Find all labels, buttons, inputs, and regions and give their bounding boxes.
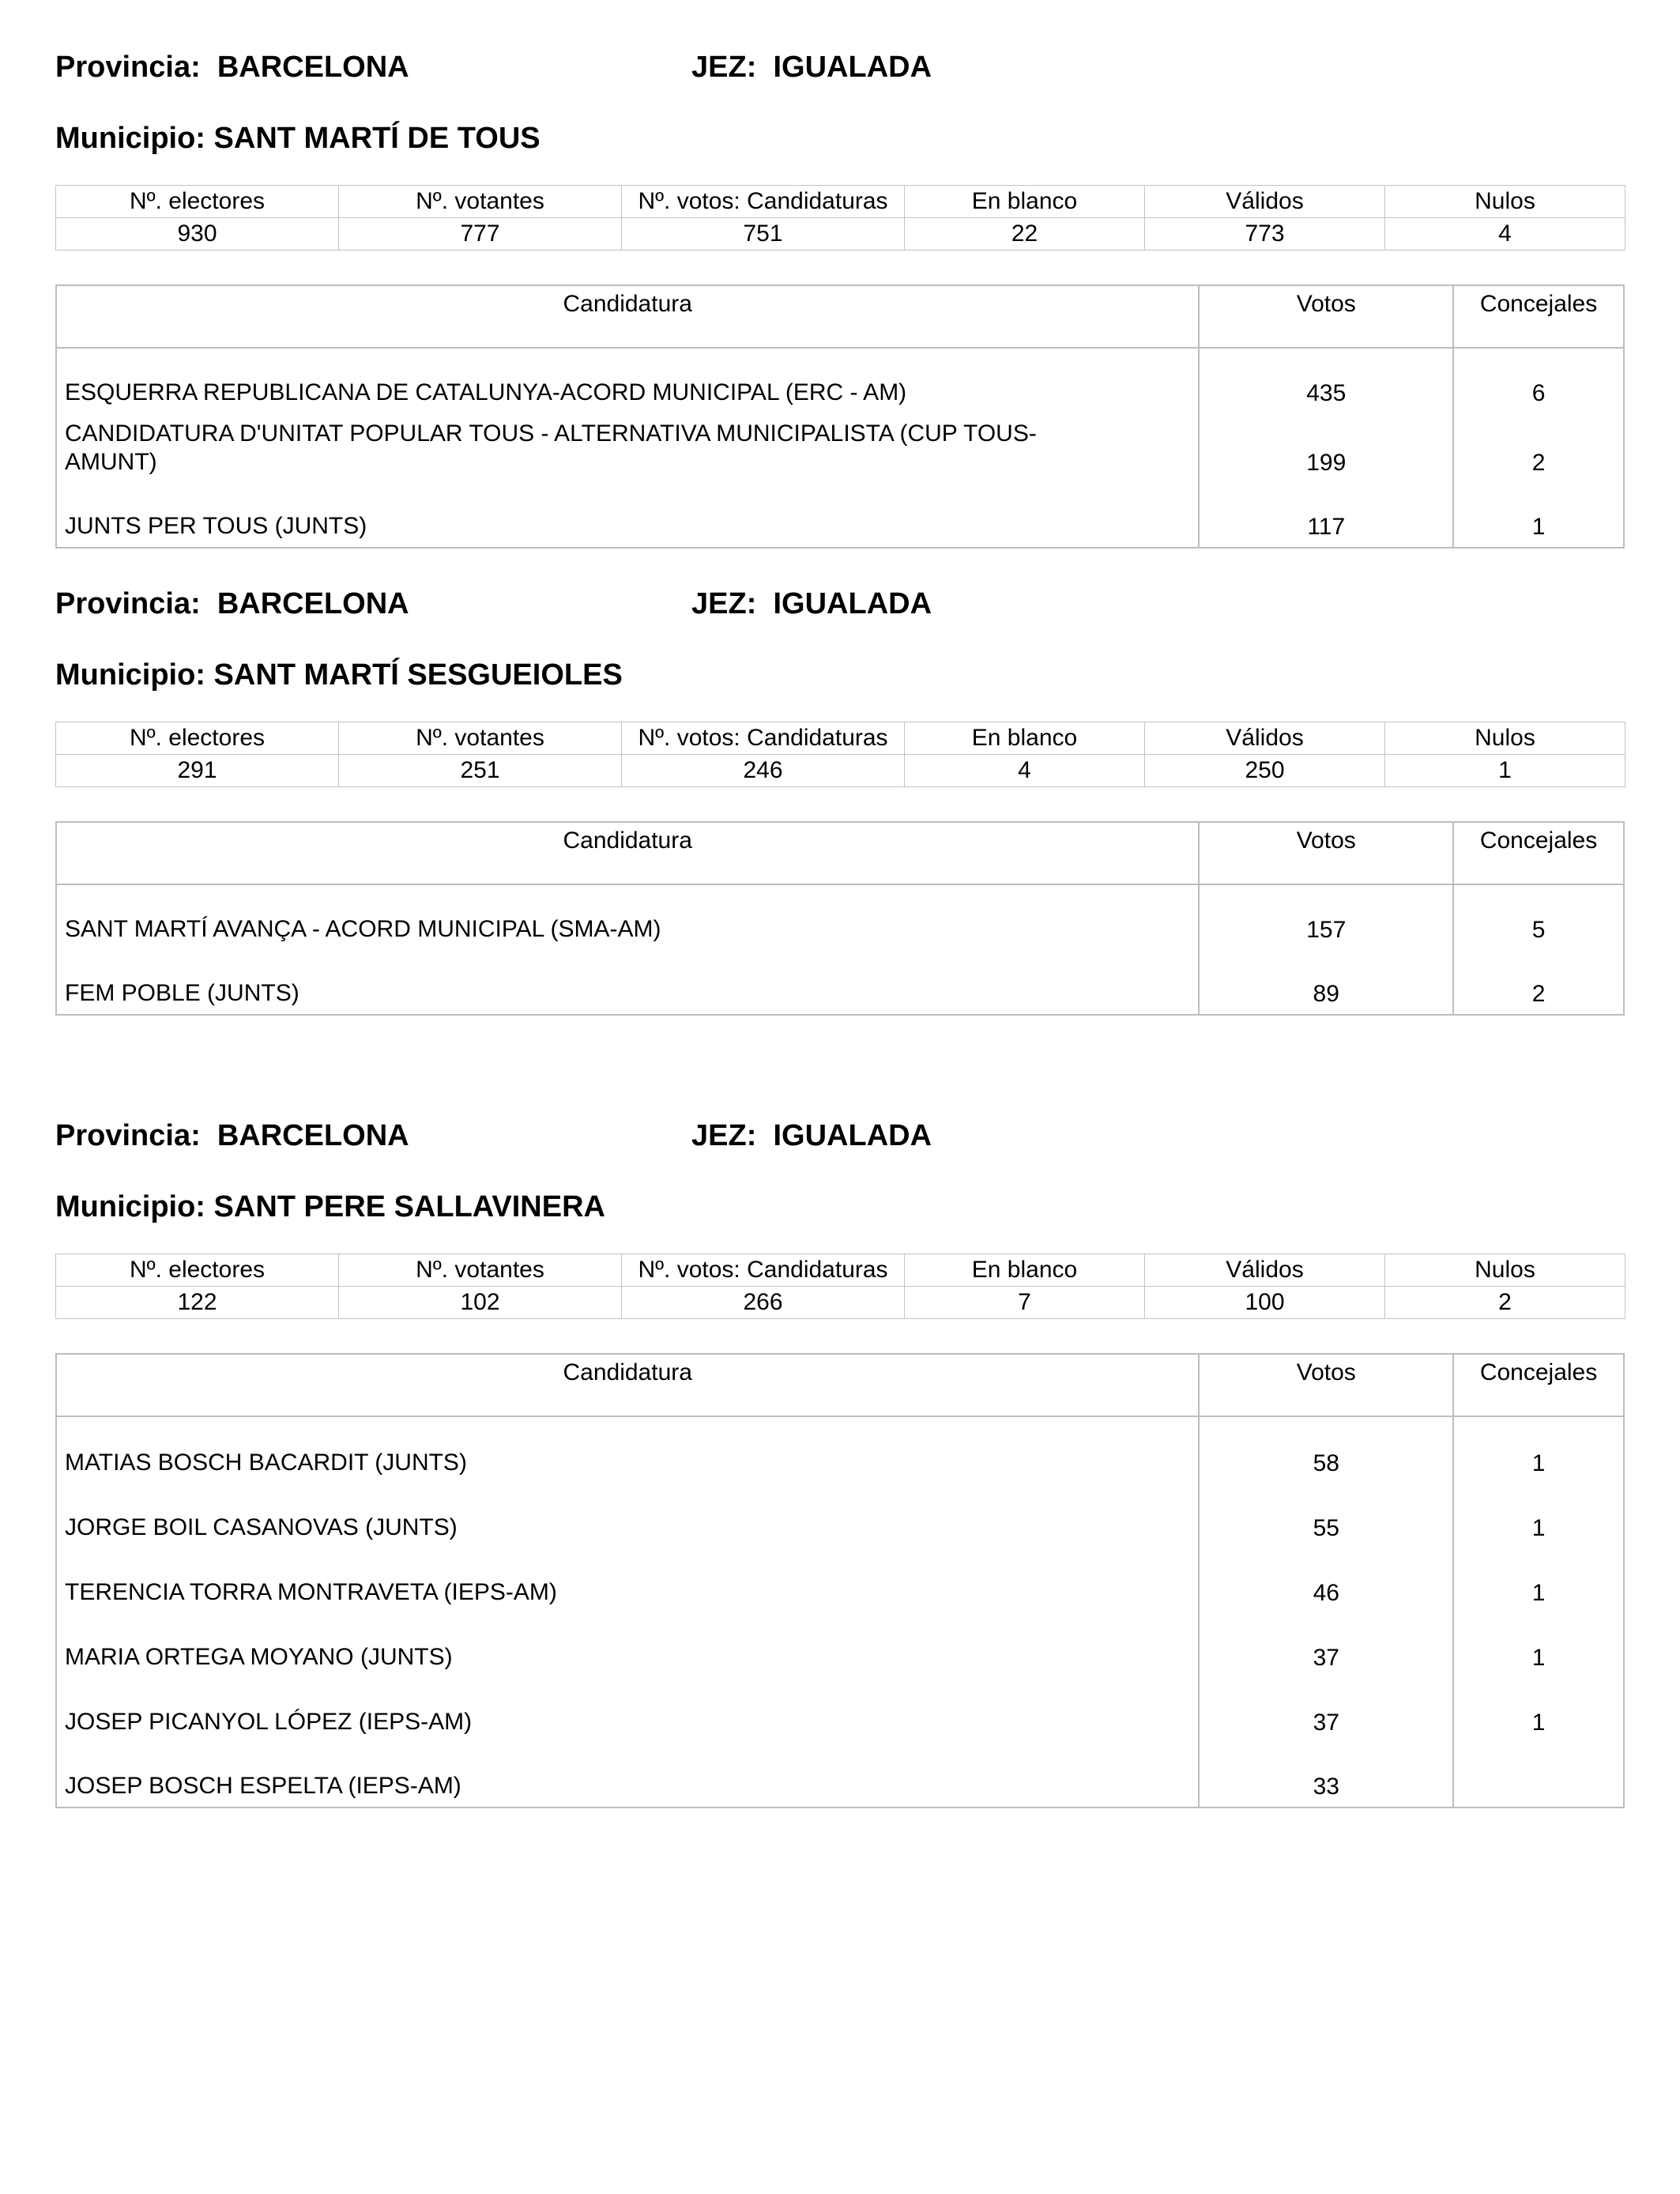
- cand-votos: 199: [1199, 413, 1453, 483]
- jez-heading: JEZ: IGUALADA: [691, 1119, 932, 1152]
- stats-header: Nulos: [1385, 722, 1625, 755]
- stats-header-row: [56, 1254, 1625, 1287]
- table-row: [56, 483, 1624, 548]
- stats-value-row: [56, 218, 1625, 251]
- table-row: [56, 901, 1624, 950]
- stats-value: 100: [1145, 1287, 1385, 1319]
- stats-value: 751: [622, 218, 905, 251]
- stats-header: Nº. votantes: [339, 1254, 622, 1287]
- cand-header: Candidatura: [56, 822, 1199, 884]
- cand-votos: 89: [1199, 950, 1453, 1015]
- municipio-heading: Municipio: SANT MARTÍ DE TOUS: [55, 122, 541, 155]
- cand-concejales: 2: [1453, 950, 1624, 1015]
- candidaturas-table: [55, 821, 1625, 1016]
- cand-header: Candidatura: [56, 1354, 1199, 1416]
- stats-value: 246: [622, 755, 905, 787]
- stats-value: 773: [1145, 218, 1385, 251]
- cand-concejales: 1: [1453, 1678, 1624, 1743]
- stats-value: 2: [1385, 1287, 1625, 1319]
- cand-concejales: 1: [1453, 1433, 1624, 1483]
- cand-name: TERENCIA TORRA MONTRAVETA (IEPS-AM): [65, 1579, 557, 1605]
- jez-heading: JEZ: IGUALADA: [691, 51, 932, 84]
- cand-votos: 37: [1199, 1678, 1453, 1743]
- cand-name: JOSEP PICANYOL LÓPEZ (IEPS-AM): [65, 1709, 473, 1735]
- stats-value-row: [56, 1287, 1625, 1319]
- cand-concejales: 1: [1453, 1483, 1624, 1548]
- table-row: [56, 1678, 1624, 1743]
- table-row: [56, 1743, 1624, 1808]
- stats-header: Nº. electores: [56, 186, 339, 218]
- municipio-heading: Municipio: SANT MARTÍ SESGUEIOLES: [55, 658, 623, 692]
- cand-votos: 435: [1199, 364, 1453, 413]
- municipio-heading: Municipio: SANT PERE SALLAVINERA: [55, 1190, 605, 1223]
- stats-header: Nº. electores: [56, 1254, 339, 1287]
- cand-header: Concejales: [1453, 822, 1624, 884]
- stats-value: 7: [905, 1287, 1145, 1319]
- stats-header: En blanco: [905, 722, 1145, 755]
- table-row: [56, 1613, 1624, 1678]
- stats-value-row: [56, 755, 1625, 787]
- cand-name: CANDIDATURA D'UNITAT POPULAR TOUS - ALTERNATIVA MUNICIPALISTA (CUP TOUS-AMUNT): [65, 420, 1037, 475]
- stats-header: Nº. votos: Candidaturas: [622, 1254, 905, 1287]
- cand-concejales: 1: [1453, 1613, 1624, 1678]
- cand-header: Votos: [1199, 822, 1453, 884]
- candidaturas-table: [55, 1353, 1625, 1808]
- provincia-heading: Provincia: BARCELONA: [55, 587, 409, 620]
- stats-header: Nulos: [1385, 186, 1625, 218]
- stats-header: En blanco: [905, 186, 1145, 218]
- cand-votos: 117: [1199, 483, 1453, 548]
- stats-header: Nulos: [1385, 1254, 1625, 1287]
- jez-heading: JEZ: IGUALADA: [691, 587, 932, 620]
- cand-header: Concejales: [1453, 1354, 1624, 1416]
- stats-value: 251: [339, 755, 622, 787]
- table-row: [56, 1548, 1624, 1613]
- stats-value: 102: [339, 1287, 622, 1319]
- stats-value: 291: [56, 755, 339, 787]
- stats-header: Válidos: [1145, 186, 1385, 218]
- stats-header: Nº. votantes: [339, 186, 622, 218]
- cand-votos: 46: [1199, 1548, 1453, 1613]
- stats-value: 930: [56, 218, 339, 251]
- cand-name: MARIA ORTEGA MOYANO (JUNTS): [65, 1644, 453, 1670]
- cand-header: Candidatura: [56, 285, 1199, 348]
- cand-header-row: [56, 822, 1624, 884]
- stats-header: Nº. electores: [56, 722, 339, 755]
- cand-header: Votos: [1199, 285, 1453, 348]
- stats-header: Nº. votantes: [339, 722, 622, 755]
- cand-header: Votos: [1199, 1354, 1453, 1416]
- cand-concejales: 1: [1453, 1548, 1624, 1613]
- table-row: [56, 413, 1624, 483]
- cand-header: Concejales: [1453, 285, 1624, 348]
- cand-name: FEM POBLE (JUNTS): [65, 980, 299, 1006]
- stats-table: [55, 722, 1625, 787]
- cand-votos: 157: [1199, 901, 1453, 950]
- candidaturas-table: [55, 285, 1625, 548]
- cand-concejales: 5: [1453, 901, 1624, 950]
- stats-header-row: [56, 722, 1625, 755]
- cand-header-row: [56, 285, 1624, 348]
- stats-table: [55, 1253, 1625, 1319]
- cand-votos: 55: [1199, 1483, 1453, 1548]
- cand-name: JORGE BOIL CASANOVAS (JUNTS): [65, 1514, 458, 1540]
- cand-concejales: 6: [1453, 364, 1624, 413]
- stats-value: 250: [1145, 755, 1385, 787]
- cand-votos: 33: [1199, 1743, 1453, 1808]
- cand-name: MATIAS BOSCH BACARDIT (JUNTS): [65, 1449, 467, 1476]
- table-row: [56, 1483, 1624, 1548]
- cand-name: JOSEP BOSCH ESPELTA (IEPS-AM): [65, 1773, 461, 1799]
- table-row: [56, 950, 1624, 1015]
- table-row: [56, 364, 1624, 413]
- cand-concejales: 2: [1453, 413, 1624, 483]
- provincia-heading: Provincia: BARCELONA: [55, 51, 409, 84]
- cand-header-row: [56, 1354, 1624, 1416]
- stats-value: 4: [1385, 218, 1625, 251]
- cand-concejales: [1453, 1743, 1624, 1808]
- stats-table: [55, 185, 1625, 251]
- stats-value: 266: [622, 1287, 905, 1319]
- cand-name: ESQUERRA REPUBLICANA DE CATALUNYA-ACORD MUNICIPAL (ERC - AM): [65, 379, 907, 405]
- stats-value: 1: [1385, 755, 1625, 787]
- cand-name: JUNTS PER TOUS (JUNTS): [65, 513, 367, 539]
- stats-header: Nº. votos: Candidaturas: [622, 186, 905, 218]
- cand-concejales: 1: [1453, 483, 1624, 548]
- stats-value: 777: [339, 218, 622, 251]
- stats-value: 22: [905, 218, 1145, 251]
- stats-header: Válidos: [1145, 1254, 1385, 1287]
- stats-header-row: [56, 186, 1625, 218]
- cand-votos: 37: [1199, 1613, 1453, 1678]
- provincia-heading: Provincia: BARCELONA: [55, 1119, 409, 1152]
- stats-header: Nº. votos: Candidaturas: [622, 722, 905, 755]
- stats-value: 122: [56, 1287, 339, 1319]
- table-row: [56, 1433, 1624, 1483]
- stats-header: En blanco: [905, 1254, 1145, 1287]
- cand-votos: 58: [1199, 1433, 1453, 1483]
- stats-value: 4: [905, 755, 1145, 787]
- cand-name: SANT MARTÍ AVANÇA - ACORD MUNICIPAL (SMA-AM): [65, 916, 661, 942]
- stats-header: Válidos: [1145, 722, 1385, 755]
